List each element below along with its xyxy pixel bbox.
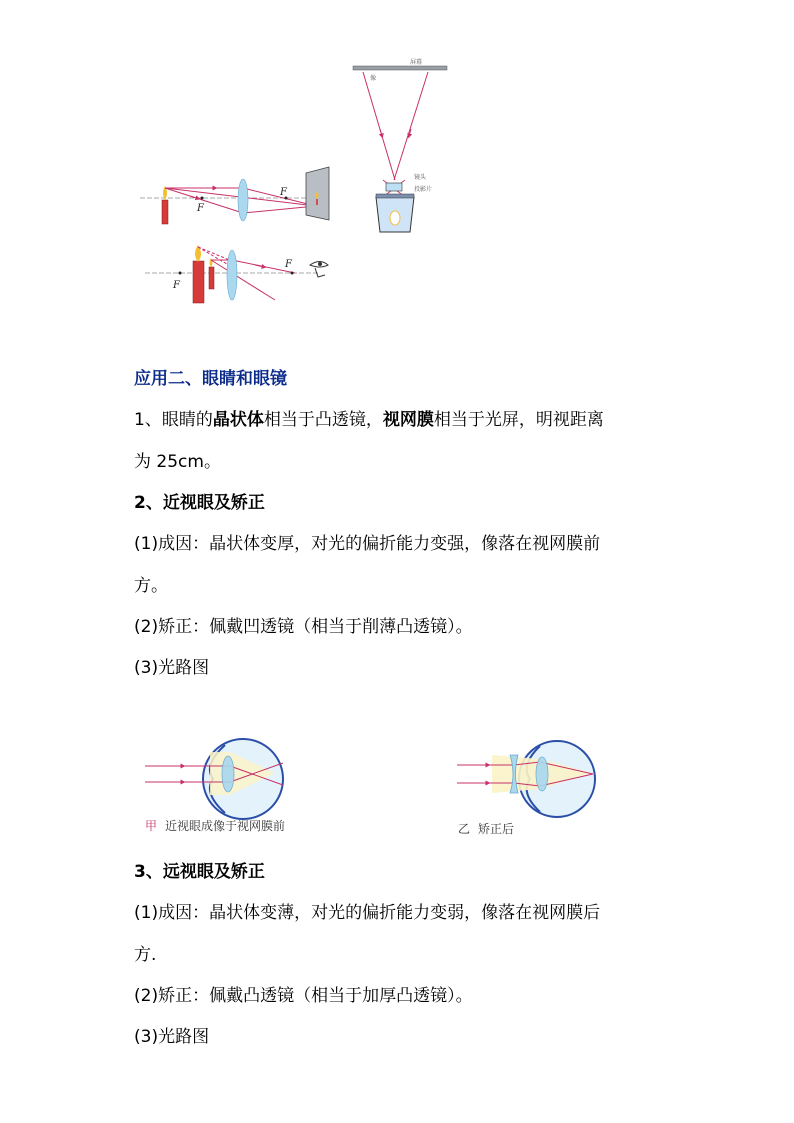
paragraph-1-prefix: 1、眼睛的 [134, 410, 213, 430]
paragraph-1-mid: 相当于凸透镜， [263, 410, 383, 430]
corrected-caption [458, 822, 514, 836]
caption-text-b: 矫正后 [478, 822, 515, 836]
focus-label-right: F [280, 187, 287, 198]
caption-text-a: 近视眼成像于视网膜前 [165, 819, 286, 833]
lens-label: 镜头 [414, 174, 427, 181]
paragraph-1-line-2: 为 25cm。 [134, 452, 221, 472]
magnifier-diagram [145, 245, 328, 303]
hyperopia-fix: (2)矫正：佩戴凸透镜（相当于加厚凸透镜）。 [134, 986, 473, 1006]
paragraph-1-bold-2: 视网膜 [382, 410, 434, 430]
hyperopia-path-label: (3)光路图 [134, 1027, 210, 1047]
focus-label-right-2: F [285, 259, 292, 270]
myopia-fix: (2)矫正：佩戴凹透镜（相当于削薄凸透镜）。 [134, 617, 473, 637]
paragraph-1-suffix: 相当于光屏，明视距离 [433, 410, 604, 430]
caption-mark-b: 乙 [458, 822, 471, 836]
myopia-path-label: (3)光路图 [134, 658, 210, 678]
myopia-caption [145, 819, 285, 833]
slide-label: 投影片 [414, 186, 433, 193]
focus-label-left: F [197, 203, 204, 214]
focus-label-left-2: F [173, 280, 180, 291]
myopia-cause-line-1: (1)成因：晶状体变厚，对光的偏折能力变强，像落在视网膜前 [134, 534, 601, 554]
image-label: 像 [370, 75, 377, 82]
hyperopia-cause-line-1: (1)成因：晶状体变薄，对光的偏折能力变弱，像落在视网膜后 [134, 903, 601, 923]
lens-applications-figure [130, 55, 460, 310]
myopia-heading: 2、近视眼及矫正 [134, 493, 265, 513]
camera-diagram [140, 167, 329, 224]
screen-label: 屏幕 [410, 59, 423, 66]
hyperopia-cause-line-2: 方. [134, 945, 157, 965]
projector-diagram [353, 58, 447, 232]
paragraph-1-bold-1: 晶状体 [212, 410, 264, 430]
hyperopia-heading: 3、远视眼及矫正 [134, 862, 265, 882]
myopia-cause-line-2: 方。 [134, 576, 168, 596]
caption-mark-a: 甲 [145, 819, 158, 833]
section-heading: 应用二、眼睛和眼镜 [134, 369, 287, 389]
paragraph-1-line-1 [134, 408, 604, 432]
